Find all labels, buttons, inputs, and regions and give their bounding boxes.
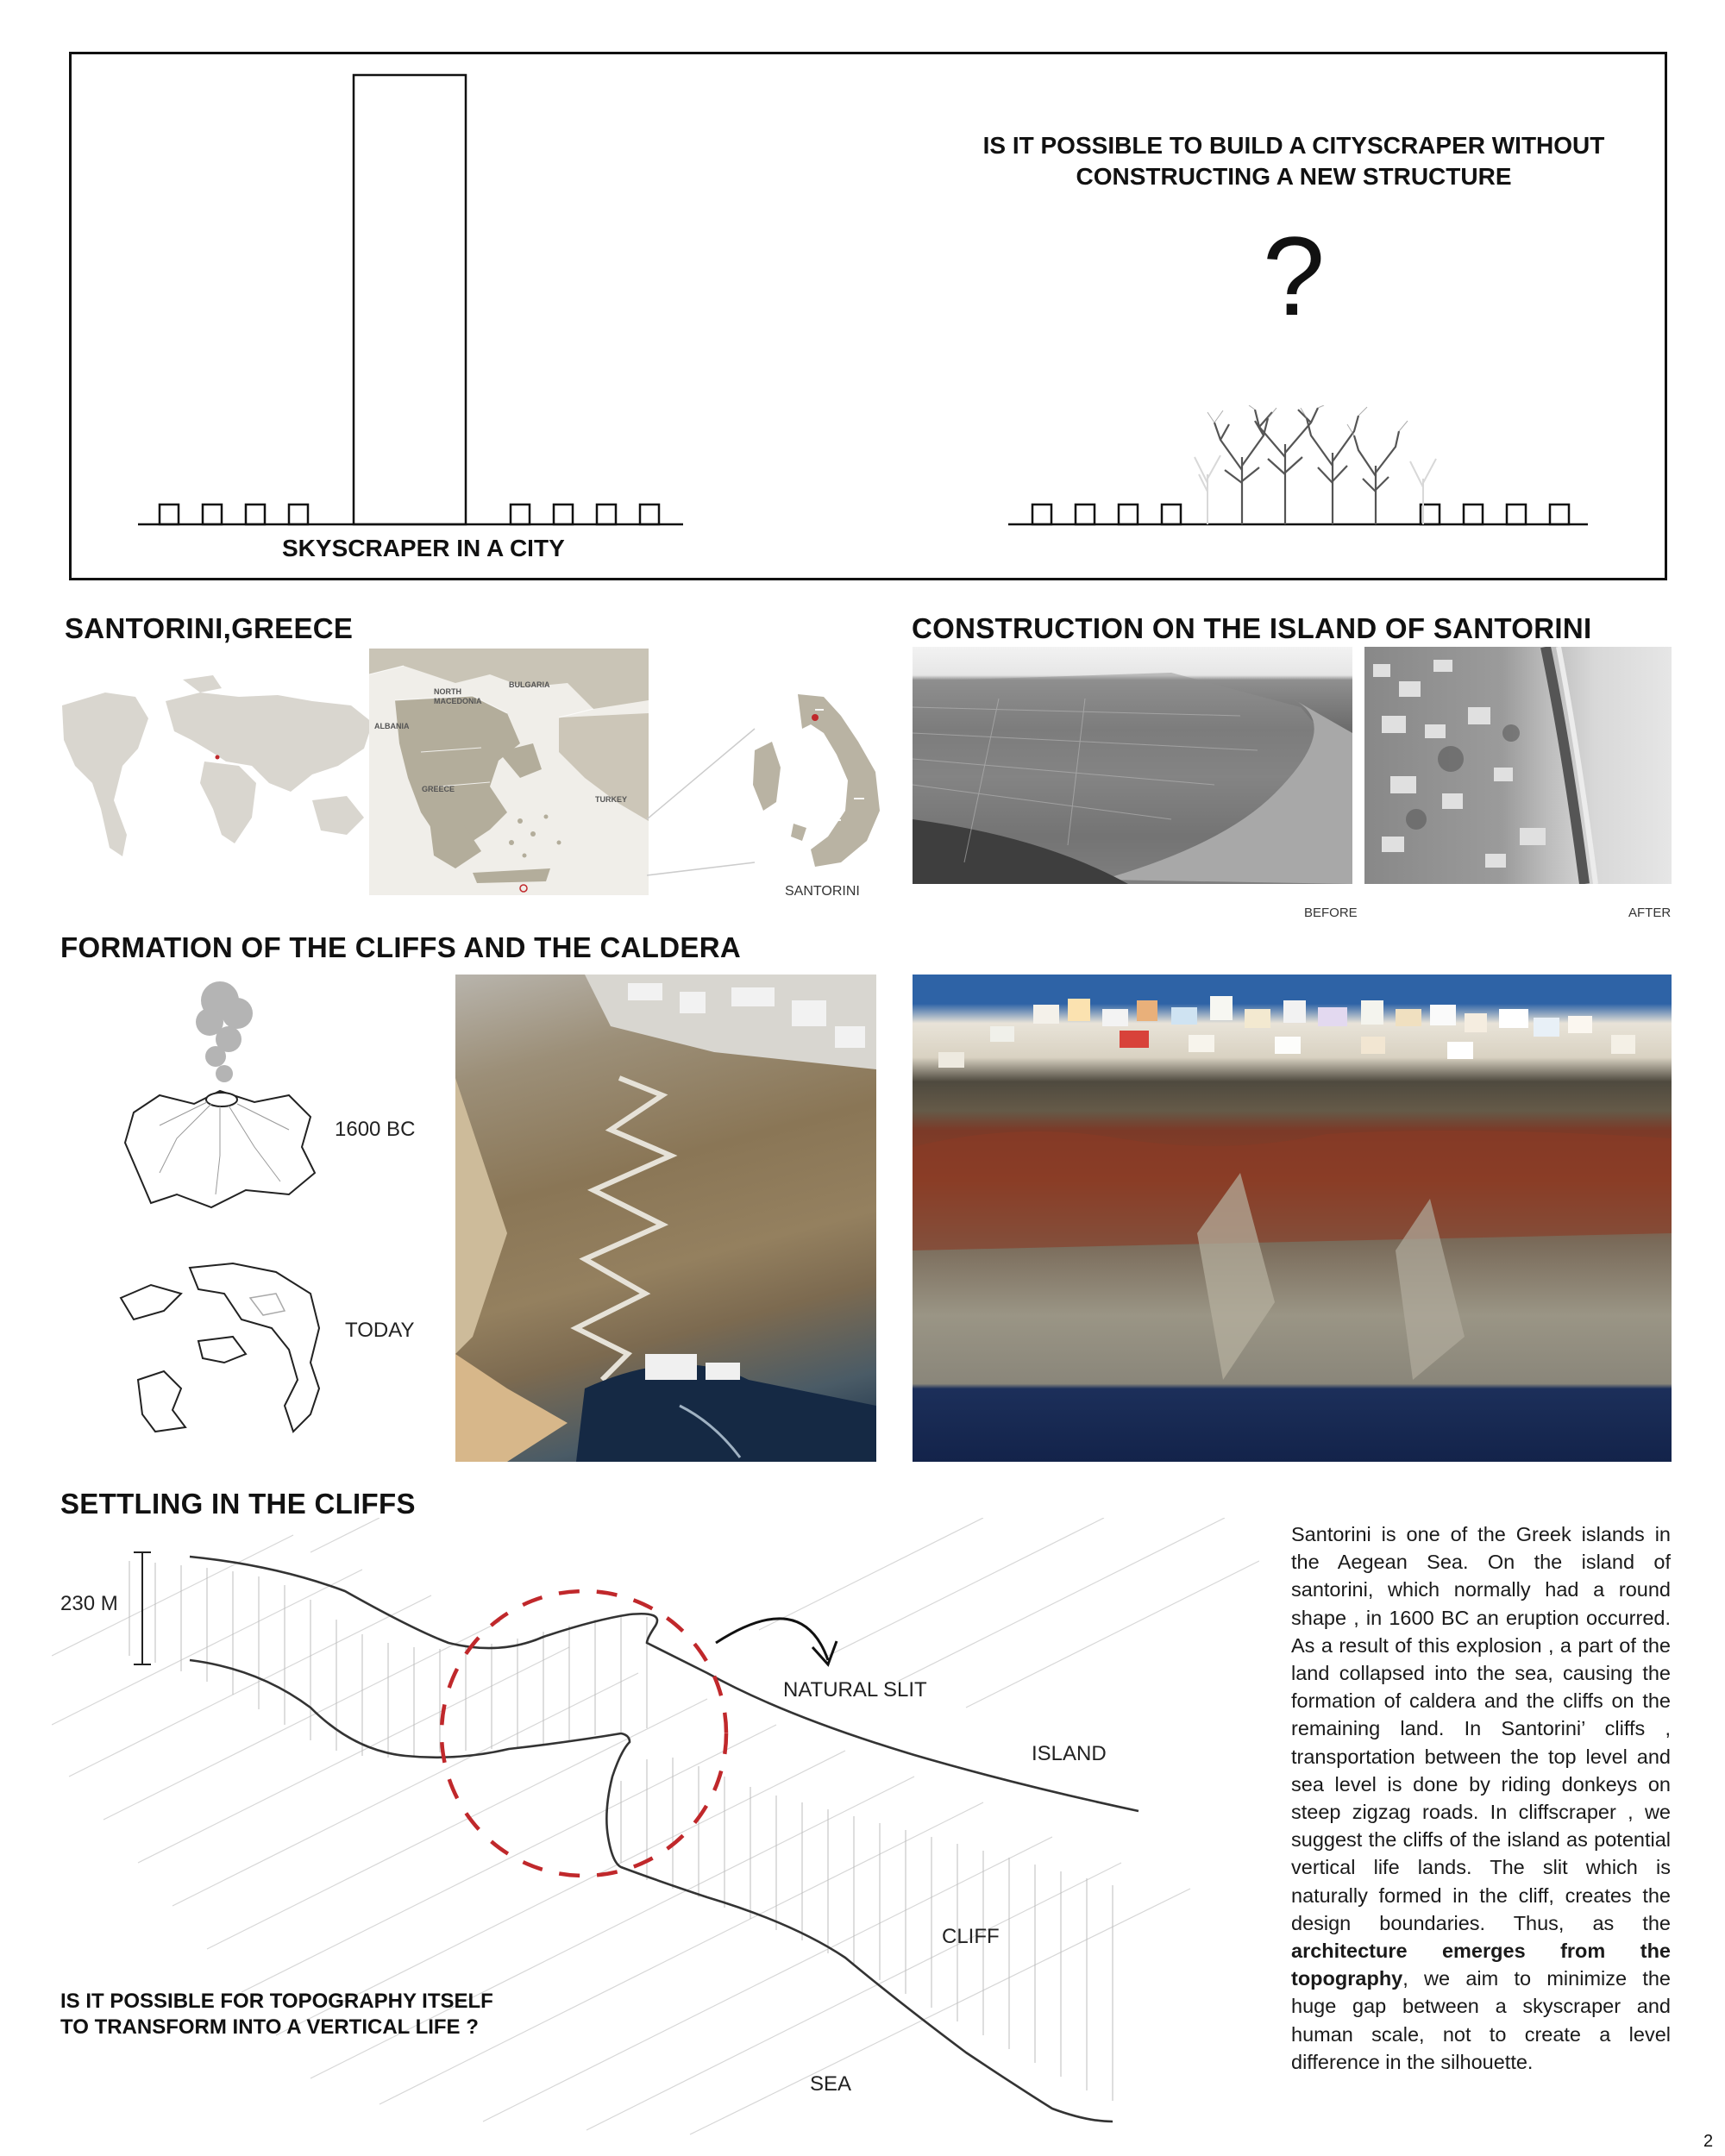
description-text-part1: Santorini is one of the Greek islands in the Aegean Sea. On the island of santorini, which normally had a round shape , in 1600 BC an eruption occurred. As a result of this explosion , a part of the land collapsed into the sea, causing the formation of caldera and the cliffs on the remaining land. In Santorini’ cliffs , transportation between the top level and sea level is done by riding donkeys on steep zigzag roads. In cliffscraper , we suggest the cliffs of the island as potential vertical life lands. The slit which is naturally formed in the cliff, creates the design boundaries. Thus, as the xyxy=(1291,1523,1671,1934)
settling-question-line1: IS IT POSSIBLE FOR TOPOGRAPHY ITSELF xyxy=(60,1990,493,2013)
santorini-description xyxy=(1291,1520,1671,2076)
santorini-label: SANTORINI xyxy=(785,884,860,899)
volcano-eruption-sketch xyxy=(108,975,332,1216)
construction-heading: CONSTRUCTION ON THE ISLAND OF SANTORINI xyxy=(912,612,1592,644)
aerial-cliff-photo xyxy=(455,975,876,1462)
after-label: AFTER xyxy=(1628,906,1672,920)
before-label: BEFORE xyxy=(1304,906,1358,920)
world-map xyxy=(53,671,381,865)
label-1600-bc: 1600 BC xyxy=(335,1118,416,1141)
formation-heading: FORMATION OF THE CLIFFS AND THE CALDERA xyxy=(60,931,741,963)
after-photo xyxy=(1364,647,1672,884)
intro-left-caption: SKYSCRAPER IN A CITY xyxy=(282,535,565,561)
height-label-230m: 230 M xyxy=(60,1592,118,1615)
before-photo xyxy=(913,647,1352,884)
caldera-today-sketch xyxy=(104,1259,336,1440)
page-number: 2 xyxy=(1703,2132,1714,2151)
intro-question-line1: IS IT POSSIBLE TO BUILD A CITYSCRAPER WITHOUT xyxy=(982,132,1605,159)
natural-slit-label: NATURAL SLIT xyxy=(783,1678,927,1702)
location-heading: SANTORINI,GREECE xyxy=(65,612,354,644)
map-label-greece: GREECE xyxy=(422,785,455,793)
cliff-slit-diagram xyxy=(52,1518,1259,2139)
question-mark: ? xyxy=(1262,213,1326,339)
map-label-north-macedonia: NORTH MACEDONIA xyxy=(434,687,482,705)
cliff-label: CLIFF xyxy=(942,1925,1000,1948)
description-bold: architecture emerges from the topography xyxy=(1291,1940,1671,1990)
sea-label: SEA xyxy=(810,2072,852,2096)
trees-illustration xyxy=(1190,405,1440,526)
oia-cliff-photo xyxy=(913,975,1672,1462)
intro-question-line2: CONSTRUCTING A NEW STRUCTURE xyxy=(1076,163,1512,190)
description-text-part2: , we aim to minimize the huge gap between a skyscraper and human scale, not to create a level difference in the silhouette. xyxy=(1291,1967,1671,2073)
map-label-turkey: TURKEY xyxy=(595,795,628,804)
label-today: TODAY xyxy=(345,1319,415,1342)
settling-question-line2: TO TRANSFORM INTO A VERTICAL LIFE ? xyxy=(60,2015,479,2039)
santorini-island-map xyxy=(729,690,884,871)
map-label-albania: ALBANIA xyxy=(374,722,410,730)
island-label: ISLAND xyxy=(1032,1742,1107,1765)
map-label-bulgaria: BULGARIA xyxy=(509,680,550,689)
settling-heading: SETTLING IN THE CLIFFS xyxy=(60,1488,416,1520)
